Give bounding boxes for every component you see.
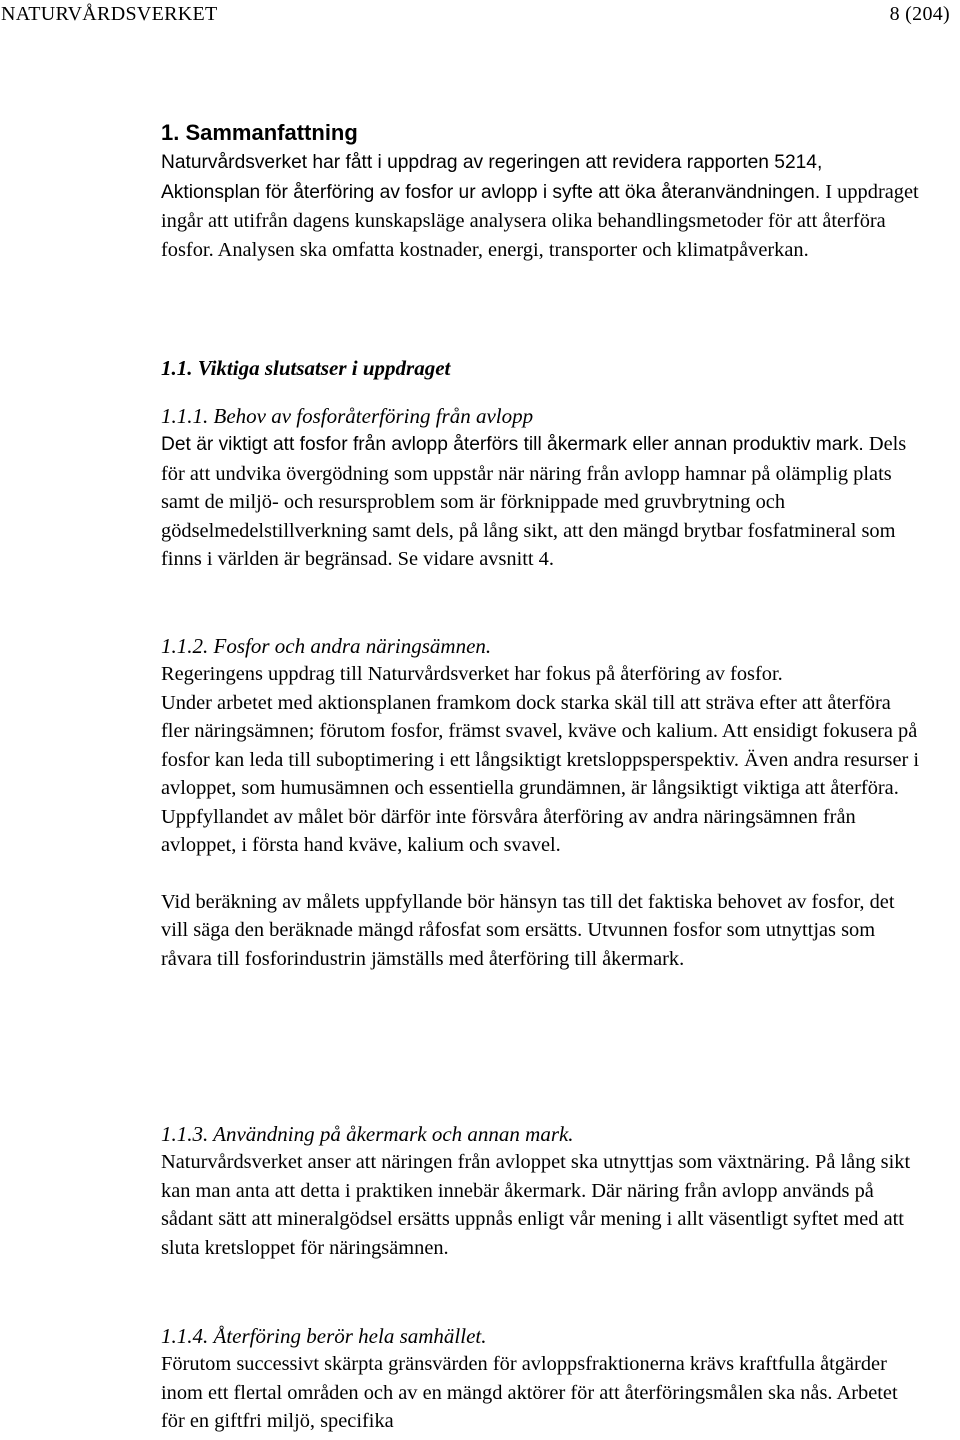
- section-heading-1-1-1: 1.1.1. Behov av fosforåterföring från avlopp: [161, 404, 534, 428]
- section-heading-1: 1. Sammanfattning: [161, 120, 358, 145]
- section-summary: [161, 118, 921, 264]
- section-key-conclusions: [161, 354, 921, 382]
- farmland-paragraph: Naturvårdsverket anser att näringen från avloppet ska utnyttjas som växtnäring. På lång sikt kan man anta att detta i praktiken innebär åkermark. Där näring från avlopp används på sådant sätt att mineralgödsel ersätts uppnås enligt vår mening i allt väsentligt syftet med att sluta kretsloppet för näringsämnen.: [161, 1151, 911, 1259]
- section-heading-1-1-2: 1.1.2. Fosfor och andra näringsämnen.: [161, 634, 492, 658]
- page-header: [0, 0, 960, 28]
- need-text-part-2: Dels för att undvika övergödning som uppstår när näring från avlopp hamnar på olämplig plats samt de miljö- och resursproblem som är förknippade med gruvbrytning och gödselmedelstillverkning samt dels, på lång sikt, att den mängd brytbar fosfatmineral som finns i världen är begränsad. Se vidare avsnitt 4.: [161, 433, 907, 570]
- summary-text-part-2: I uppdraget ingår att utifrån dagens kunskapsläge analysera olika behandlingsmetoder för att återföra fosfor. Analysen ska omfatta kostnader, energi, transporter och klimatpåverkan.: [161, 180, 919, 261]
- section-heading-1-1: 1.1. Viktiga slutsatser i uppdraget: [161, 356, 451, 380]
- summary-text-part-1: Naturvårdsverket har fått i uppdrag av regeringen att revidera rapporten 5214, Aktionsplan för återföring av fosfor ur avlopp i syfte att öka återanvändningen.: [161, 152, 823, 203]
- section-heading-1-1-3: 1.1.3. Användning på åkermark och annan mark.: [161, 1122, 574, 1146]
- nutrients-paragraph-3: Vid beräkning av målets uppfyllande bör hänsyn tas till det faktiska behovet av fosfor, det vill säga den beräknade mängd råfosfat som ersätts. Utvunnen fosfor som utnyttjas som råvara till fosforindustrin jämställs med återföring till åkermark.: [161, 890, 895, 970]
- section-farmland-use: [161, 1120, 921, 1262]
- header-page-number: 8 (204): [889, 3, 950, 25]
- summary-paragraph: [161, 148, 921, 264]
- header-org-name: NATURVÅRDSVERKET: [1, 3, 218, 25]
- nutrients-paragraph-2: Under arbetet med aktionsplanen framkom dock starka skäl till att sträva efter att återföra fler näringsämnen; förutom fosfor, främst svavel, kväve och kalium. Att ensidigt fokusera på fosfor kan leda till suboptimering i ett långsiktigt kretsloppsperspektiv. Även andra resurser i avloppet, som humusämnen och essentiella grundämnen, är långsiktigt viktiga att återföra. Uppfyllandet av målet bör därför inte försvåra återföring av andra näringsämnen från avloppet, i första hand kväve, kalium och svavel.: [161, 691, 920, 856]
- nutrients-paragraph-1: Regeringens uppdrag till Naturvårdsverket har fokus på återföring av fosfor.: [161, 663, 783, 685]
- section-phosphorus-nutrients: [161, 632, 921, 973]
- need-text-part-1: Det är viktigt att fosfor från avlopp återförs till åkermark eller annan produktiv mark.: [161, 434, 864, 455]
- section-heading-1-1-4: 1.1.4. Återföring berör hela samhället.: [161, 1324, 487, 1348]
- section-whole-society: [161, 1322, 921, 1436]
- need-paragraph: [161, 430, 921, 574]
- section-need-for-recycling: [161, 402, 921, 574]
- society-paragraph: Förutom successivt skärpta gränsvärden för avloppsfraktionerna krävs kraftfulla åtgärder inom ett flertal områden och av en mängd aktörer för att återföringsmålen ska nås. Arbetet för en giftfri miljö, specifika: [161, 1353, 898, 1432]
